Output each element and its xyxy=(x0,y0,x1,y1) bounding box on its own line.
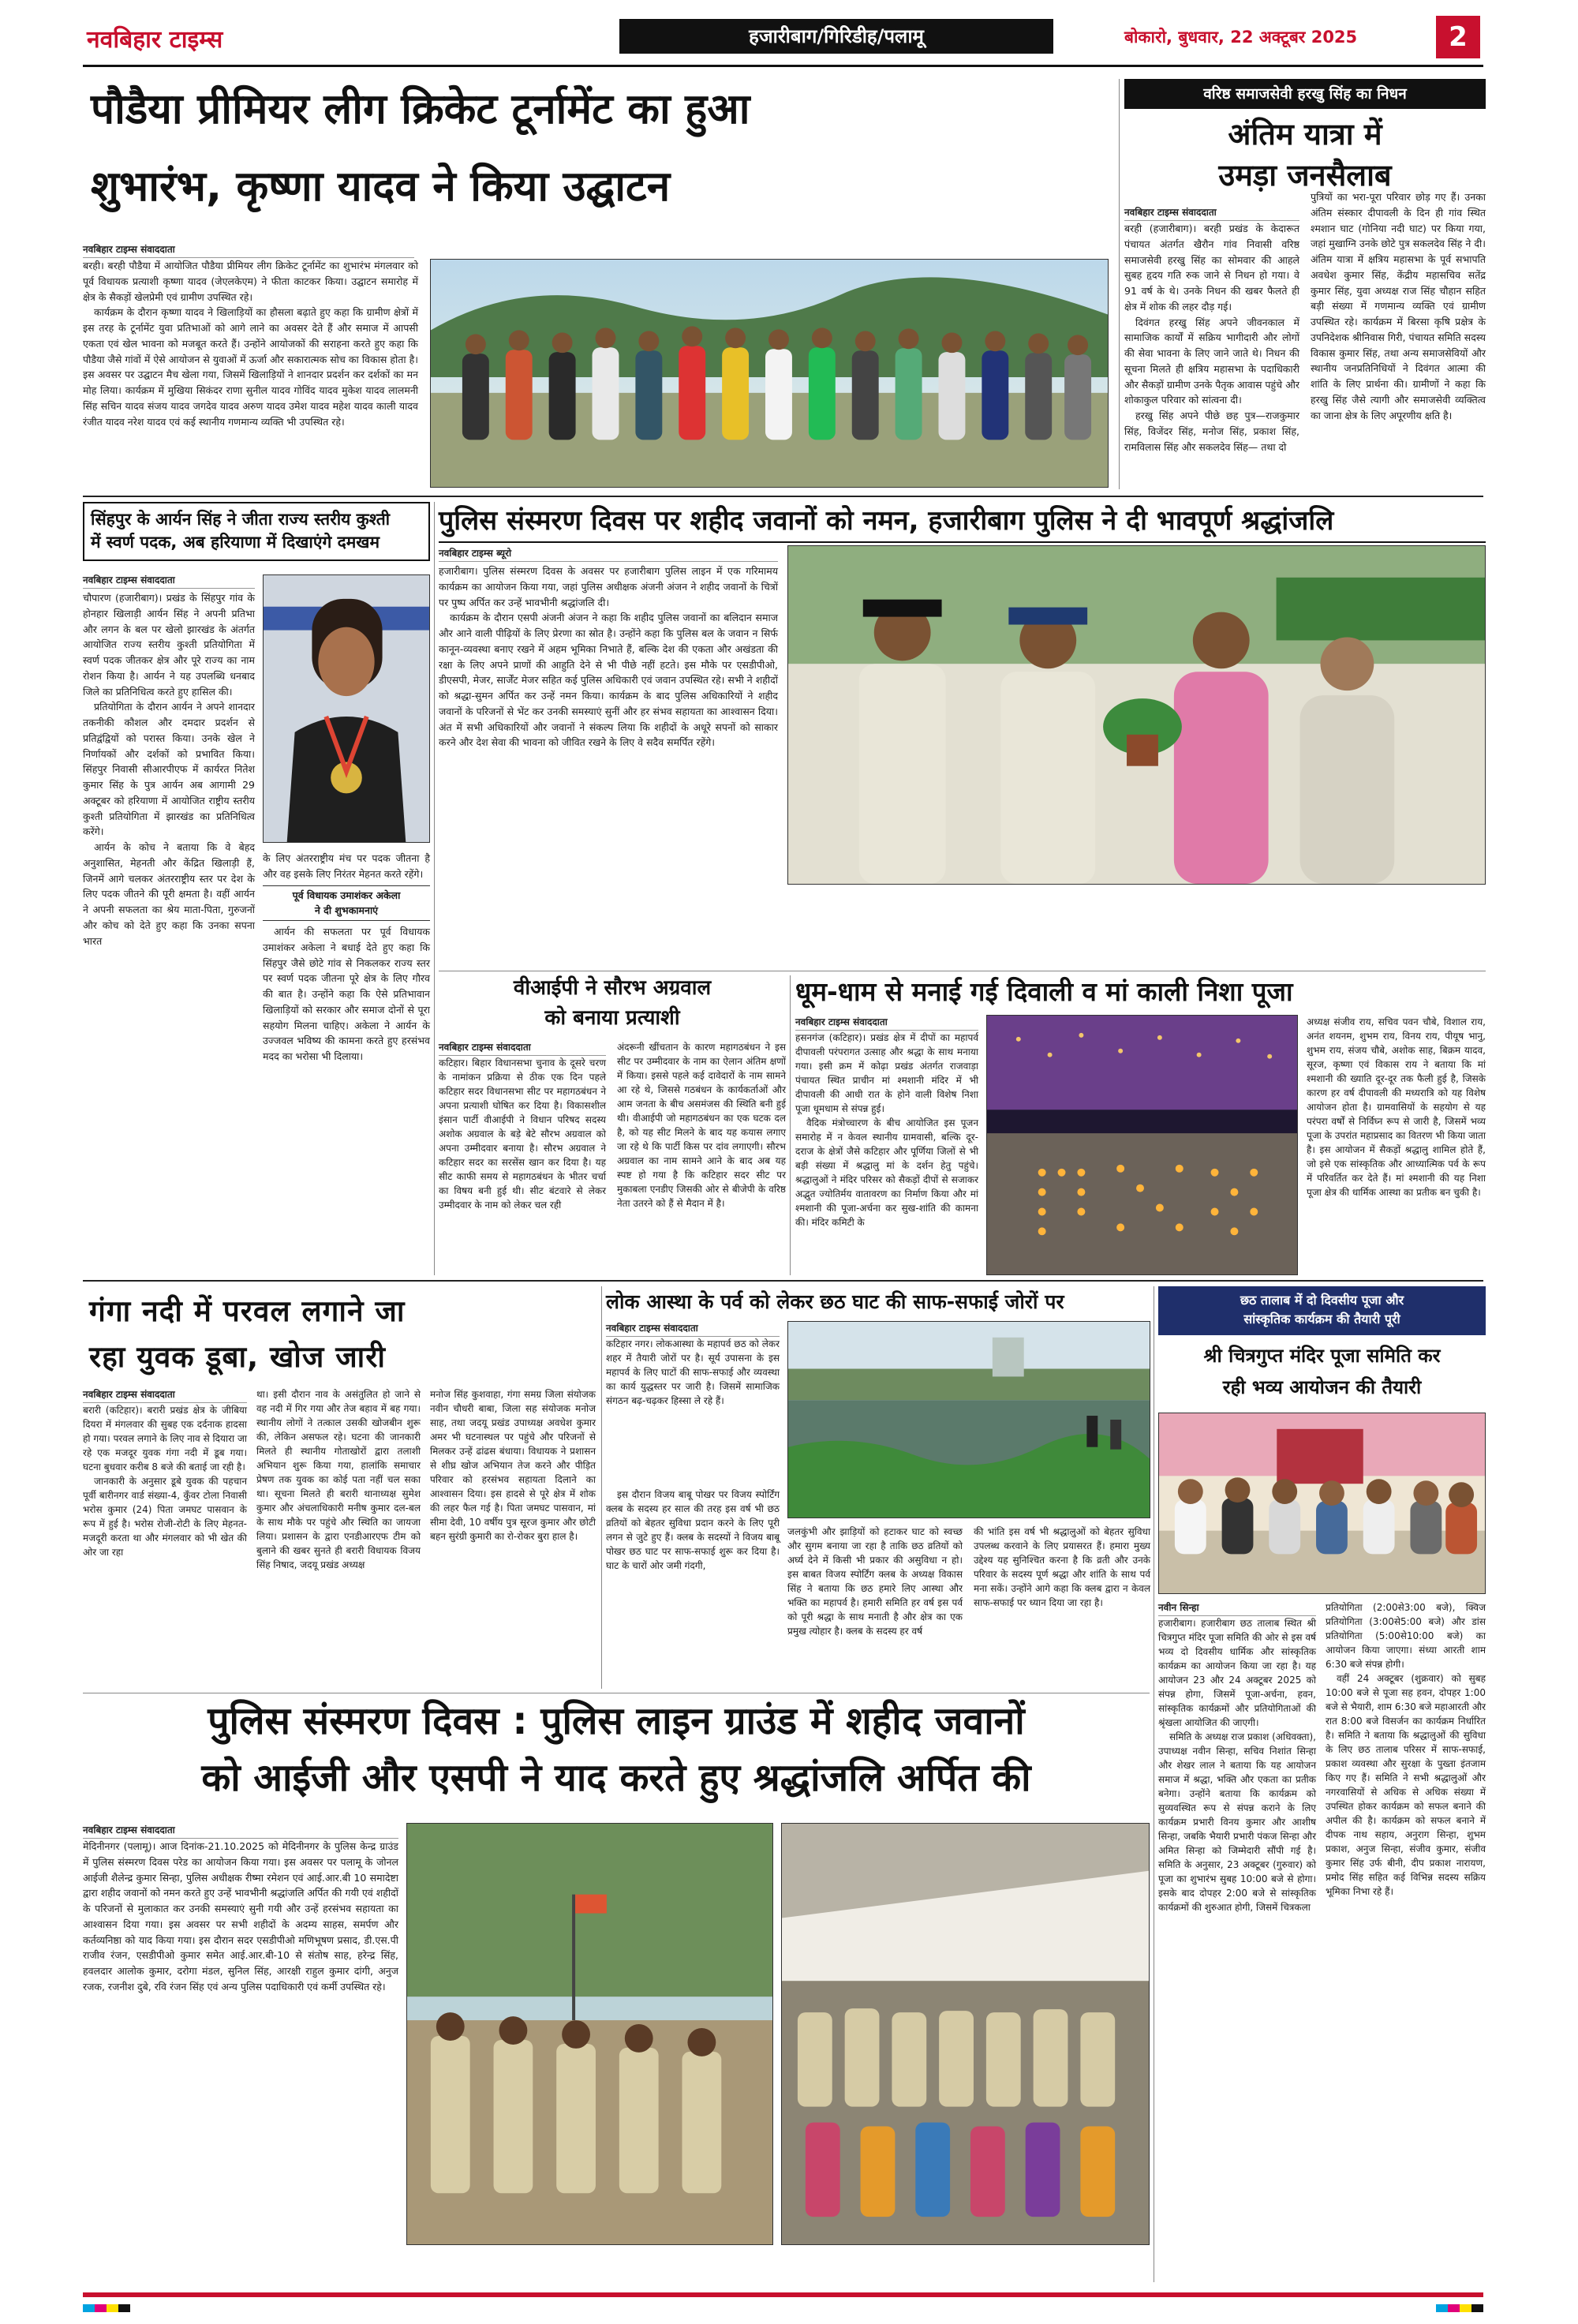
vip-headline-2: को बनाया प्रत्याशी xyxy=(544,1006,680,1030)
cricket-group-photo xyxy=(430,259,1109,488)
column-rule xyxy=(790,975,791,1275)
chitragupt-story xyxy=(1158,1286,1486,2285)
color-registration-mark-right xyxy=(1436,2304,1483,2312)
ganga-para-4: मनोज सिंह कुशवाहा, गंगा समग्र जिला संयोजक नवीन चौधरी बाबा, जिला सह संयोजक मनोज साह, तथा जदयू प्रखंड उपाध्यक्ष अवधेश कुमार अमर भी घटनास्थल पर पहुंचे और परिजनों से मिलकर उन्हें ढांढस बंधाया। विधायक ने प्रशासन से शीघ्र खोज अभियान तेज करने और पीड़ित परिवार को हरसंभव सहायता दिलाने का आश्वासन दिया। इस हादसे से पूरे क्षेत्र में शोक की लहर फैल गई है। पिता जमघट पासवान, मां सीमा देवी, 10 वर्षीय पुत्र सूरज कुमार और छोटी बहन सुरंग्री कुमारी का रो-रोकर बुरा हाल है। xyxy=(430,1389,596,1542)
cricket-para-1: बरही। बरही पौडैया में आयोजित पौडैया प्रीमियर लीग क्रिकेट टूर्नामेंट का शुभारंभ मंगलवार को पूर्व विधायक प्रत्याशी कृष्णा यादव (जेएलकेएम) ने फीता काटकर किया। उद्घाटन समारोह में क्षेत्र के सैकड़ों खेलप्रेमी एवं ग्रामीण उपस्थित रहे। xyxy=(83,260,418,303)
obituary-col-2 xyxy=(1311,189,1486,423)
chhath-ghat-para-4: की भांति इस वर्ष भी श्रद्धालुओं को बेहतर सुविधा उपलब्ध करवाने के लिए प्रयासरत हैं। हमारा मुख्य उद्देश्य यह सुनिश्चित करना है कि व्रती और उनके परिवार के सदस्य पूर्ण श्रद्धा और शांति के साथ पर्व मना सकें। उन्होंने आगे कहा कि क्लब द्वारा न केवल साफ-सफाई पर ध्यान दिया जा रहा है। xyxy=(974,1526,1150,1608)
obituary-para-3: हरखु सिंह अपने पीछे छह पुत्र—राजकुमार सिंह, विजेंदर सिंह, मनोज सिंह, प्रकाश सिंह, रामविलास सिंह और सकलदेव सिंह— तथा दो xyxy=(1124,410,1299,453)
diwali-byline: नवबिहार टाइम्स संवाददाता xyxy=(795,1015,978,1031)
registration-cyan xyxy=(1436,2304,1448,2312)
wrestler-subhead-1: पूर्व विधायक उमाशंकर अकेला xyxy=(292,889,401,901)
page-number: 2 xyxy=(1436,16,1480,58)
masthead xyxy=(0,0,1578,71)
chitragupt-tag xyxy=(1158,1286,1486,1335)
wrestler-para-2: प्रतियोगिता के दौरान आर्यन ने अपने शानदार तकनीकी कौशल और दमदार प्रदर्शन से प्रतिद्वंद्वियों को परास्त किया। उनके खेल ने निर्णायकों और दर्शकों को प्रभावित किया। सिंहपुर निवासी सीआरपीएफ में कार्यरत नितेश कुमार सिंह के पुत्र आर्यन अब आगामी 29 अक्टूबर को हरियाणा में आयोजित राष्ट्रीय स्तरीय कुश्ती प्रतियोगिता में झारखंड का प्रतिनिधित्व करेंगे। xyxy=(83,701,255,838)
wrestler-headline-2: में स्वर्ण पदक, अब हरियाणा में दिखाएंगे दमखम xyxy=(91,533,380,552)
ganga-col-3 xyxy=(430,1387,596,1544)
chhath-ghat-para-3: जलकुंभी और झाड़ियों को हटाकर घाट को स्वच्छ और सुगम बनाया जा रहा है ताकि छठ व्रतियों को अर्घ्य देने में किसी भी प्रकार की असुविधा न हो। इस बाबत विजय स्पोर्टिंग क्लब के अध्यक्ष विकास सिंह ने बताया कि छठ हमारे लिए आस्था और भक्ति का महापर्व है। हमारी समिति हर वर्ष इस पर्व को पूरी श्रद्धा के साथ मनाती है और क्षेत्र का एक प्रमुख त्योहार है। क्लब के सदस्य हर वर्ष xyxy=(787,1526,963,1637)
wrestler-para-3: आर्यन के कोच ने बताया कि वे बेहद अनुशासित, मेहनती और केंद्रित खिलाड़ी हैं, जिनमें आगे चलकर अंतरराष्ट्रीय स्तर पर देश के लिए पदक जीतने की पूरी क्षमता है। वहीं आर्यन ने अपनी सफलता का श्रेय माता-पिता, गुरुजनों और कोच को देते हुए कहा कि उनका सपना भारत xyxy=(83,841,255,947)
vip-col-1 xyxy=(439,1056,606,1212)
chitragupt-headline-2: रही भव्य आयोजन की तैयारी xyxy=(1222,1376,1422,1398)
cricket-body xyxy=(83,258,418,429)
obituary-headline-1: अंतिम यात्रा में xyxy=(1228,117,1382,152)
section-rule xyxy=(83,1280,1483,1282)
obituary-byline: नवबिहार टाइम्स संवाददाता xyxy=(1124,205,1299,221)
vip-col-2 xyxy=(617,1040,786,1211)
ganga-para-2: जानकारी के अनुसार डूबे युवक की पहचान पूर्वी बारीनगर वार्ड संख्या-4, कुँवर टोला निवासी भरोस कुमार (24) पिता जमघट पासवान के रूप में हुई है। भरोस रोजी-रोटी के लिए मेहनत-मजदूरी करता था और मंगलवार को भी खेत की ओर जा रहा xyxy=(83,1476,247,1558)
police-hazaribagh-byline: नवबिहार टाइम्स ब्यूरो xyxy=(439,546,778,562)
chitragupt-byline: नवीन सिन्हा xyxy=(1158,1600,1316,1616)
footer-rule xyxy=(83,2292,1483,2297)
masthead-rule xyxy=(83,65,1483,67)
chhath-ghat-col-4 xyxy=(974,1525,1150,1610)
wrestler-col-2 xyxy=(263,851,430,1065)
chitragupt-col-1 xyxy=(1158,1616,1316,1914)
ganga-col-1 xyxy=(83,1403,247,1559)
edition-banner: हजारीबाग/गिरिडीह/पलामू xyxy=(619,19,1053,54)
ganga-story xyxy=(83,1286,596,1689)
obituary-para-2: दिवंगत हरखु सिंह अपने जीवनकाल में सामाजिक कार्यों में सक्रिय भागीदारी और लोगों की सेवा भावना के लिए जाने जाते थे। निधन की सूचना मिलते ही क्षत्रिय महासभा के पदाधिकारी और सैकड़ों ग्रामीण उनके पैतृक आवास पहुंचे और शोकाकुल परिवार को सांत्वना दी। xyxy=(1124,316,1299,406)
obituary-para-4: पुत्रियों का भरा-पूरा परिवार छोड़ गए हैं। उनका अंतिम संस्कार दीपावली के दिन ही गांव स्थित श्मशान घाट (गोनिया नदी घाट) पर किया गया, जहां मुखाग्नि उनके छोटे पुत्र सकलदेव सिंह ने दी। अंतिम यात्रा में क्षत्रिय महासभा के पूर्व सभापति अवधेश कुमार सिंह, केंद्रीय महासचिव सतेंद्र कुमार सिंह, युवा अध्यक्ष राज सिंह चौहान सहित बड़ी संख्या में गणमान्य व्यक्ति एवं ग्रामीण उपस्थित रहे। कार्यक्रम में बिरसा कृषि प्रक्षेत्र के उपनिदेशक श्रीनिवास गिरी, पंचायत समिति सदस्य विकास कुमार सिंह, तथा अन्य समाजसेवियों और स्थानीय जनप्रतिनिधियों ने दिवंगत आत्मा की शांति के लिए प्रार्थना की। ग्रामीणों ने कहा कि हरखु सिंह जैसे त्यागी और समाजसेवी व्यक्तित्व का जाना क्षेत्र के लिए अपूरणीय क्षति है। xyxy=(1311,191,1486,421)
ganga-headline-1: गंगा नदी में परवल लगाने जा xyxy=(89,1294,406,1328)
police-palamu-byline: नवबिहार टाइम्स संवाददाता xyxy=(83,1823,398,1839)
diwali-col-1 xyxy=(795,1031,978,1229)
section-rule xyxy=(83,496,1483,497)
registration-magenta xyxy=(95,2304,107,2312)
police-palamu-para-1: मेदिनीनगर (पलामू)। आज दिनांक-21.10.2025 को मेदिनीनगर के पुलिस केन्द्र ग्राउंड में पुलिस संस्मरण दिवस परेड का आयोजन किया गया। इस अवसर पर पलामू के जोनल आईजी शैलेन्द्र कुमार सिन्हा, पुलिस अधीक्षक रीष्मा रमेशन एवं आई.आर.बी 10 समादेष्टा द्वारा शहीद जवानों को नमन करते हुए उन्हें भावभीनी श्रद्धांजलि अर्पित की गयी एवं शहीदों के परिजनों से मुलाकात कर उनकी समस्याएं सुनी गयी और उन्हें हरसंभव सहायता का आश्वासन दिया गया। इस अवसर पर सभी शहीदों के अदम्य साहस, समर्पण और कर्तव्यनिष्ठा को याद किया गया। इस दौरान सदर एसडीपीओ मणिभूषण प्रसाद, डी.एस.पी राजीव रंजन, एसडीपीओ कुमार समेत आई.आर.बी-10 से संतोष साह, हरेन्द्र सिंह, हवलदार आलोक कुमार, दरोगा मंडल, सुनिल सिंह, आरक्षी राहुल कुमार दांगी, अनुज रजक, रजनीश दुबे, रवि रंजन सिंह एवं अन्य पुलिस पदाधिकारी एवं कर्मी उपस्थित रहे। xyxy=(83,1840,398,1993)
wrestler-col-1 xyxy=(83,590,255,949)
police-parade-photo xyxy=(406,1823,773,2245)
obituary-para-1: बरही (हजारीबाग)। बरही प्रखंड के केदारूत पंचायत अंतर्गत खैरौन गांव निवासी वरिष्ठ समाजसेवी हरखु सिंह का सोमवार की आहले सुबह हृदय गति रुक जाने से निधन हो गया। वे 91 वर्ष के थे। उनके निधन की खबर फैलते ही क्षेत्र में शोक की लहर दौड़ गई। xyxy=(1124,223,1299,312)
chitragupt-tag-2: सांस्कृतिक कार्यक्रम की तैयारी पूरी xyxy=(1243,1312,1400,1327)
wrestler-subhead-2: ने दी शुभकामनाएं xyxy=(314,904,379,917)
obituary-story xyxy=(1124,79,1486,489)
chhath-ghat-col-2 xyxy=(606,1488,780,1573)
diwali-col-2 xyxy=(1307,1015,1486,1199)
chhath-ghat-para-1: कटिहार नगर। लोकआस्था के महापर्व छठ को लेकर शहर में तैयारी जोरों पर है। सूर्य उपासना के इस महापर्व के लिए घाटों की साफ-सफाई और व्यवस्था का कार्य युद्धस्तर पर जारी है। जिसमें सामाजिक संगठन बढ़-चढ़कर हिस्सा ले रहे हैं। xyxy=(606,1338,780,1406)
cricket-headline-2: शुभारंभ, कृष्णा यादव ने किया उद्घाटन xyxy=(91,163,671,211)
vip-para-2: अंदरूनी खींचतान के कारण महागठबंधन ने इस सीट पर उम्मीदवार के नाम का ऐलान अंतिम क्षणों में किया। इससे पहले कई दावेदारों के नाम सामने आ रहे थे, जिससे गठबंधन के कार्यकर्ताओं और आम जनता के बीच असमंजस की स्थिति बनी हुई थी। वीआईपी जो महागठबंधन का एक घटक दल है, को यह सीट मिलने के बाद यह कयास लगाए जा रहे थे कि पार्टी किस पर दांव लगाएगी। सौरभ अग्रवाल का नाम सामने आने के बाद अब यह स्पष्ट हो गया है कि कटिहार सदर सीट पर मुकाबला एनडीए जिसकी ओर से बीजेपी के वरिष्ठ नेता उतरने को हैं से मैदान में है। xyxy=(617,1042,786,1209)
chitragupt-para-2: समिति के अध्यक्ष राज प्रकाश (अधिवक्ता), उपाध्यक्ष नवीन सिन्हा, सचिव निशांत सिन्हा और शेखर लाल ने बताया कि यह आयोजन समाज में श्रद्धा, भक्ति और एकता का प्रतीक बनेगा। उन्होंने बताया कि कार्यक्रम को सुव्यवस्थित रूप से संपन्न कराने के लिए कार्यक्रम प्रभारी विनय कुमार और आशीष सिन्हा, जबकि भैयारी प्रभारी पंकज सिन्हा और अमित सिन्हा को जिम्मेदारी सौंपी गई है। समिति के अनुसार, 23 अक्टूबर (गुरुवार) को पूजा का शुभारंभ सुबह 10:00 बजे से होगा। इसके बाद दोपहर 2:00 बजे से सांस्कृतिक कार्यक्रमों की शुरुआत होगी, जिसमें चित्रकला xyxy=(1158,1731,1316,1913)
diwali-headline: धूम-धाम से मनाई गई दिवाली व मां काली निशा पूजा xyxy=(795,976,1293,1007)
chitragupt-para-3: प्रतियोगिता (2:00से3:00 बजे), क्विज प्रतियोगिता (3:00से5:00 बजे) और डांस प्रतियोगिता (5:00से10:00 बजे) का आयोजन किया जाएगा। संध्या आरती शाम 6:30 बजे संपन्न होगी। xyxy=(1326,1602,1486,1670)
obituary-headline-2: उमड़ा जनसैलाब xyxy=(1218,158,1392,193)
ganga-headline-2: रहा युवक डूबा, खोज जारी xyxy=(89,1340,386,1374)
wrestler-para-1: चौपारण (हजारीबाग)। प्रखंड के सिंहपुर गांव के होनहार खिलाड़ी आर्यन सिंह ने अपनी प्रतिभा और लगन के बल पर खेलो झारखंड के अंतर्गत आयोजित राज्य स्तरीय कुश्ती प्रतियोगिता में स्वर्ण पदक जीतकर क्षेत्र और पूरे राज्य का नाम रोशन किया है। आर्यन ने यह उपलब्धि धनबाद जिले का प्रतिनिधित्व करते हुए हासिल की। xyxy=(83,592,255,698)
diwali-diyas-photo xyxy=(986,1015,1298,1275)
chitragupt-para-1: हजारीबाग। हजारीबाग छठ तालाब स्थित श्री चित्रगुप्त मंदिर पूजा समिति की ओर से इस वर्ष भव्य दो दिवसीय धार्मिक और सांस्कृतिक कार्यक्रम का आयोजन किया जा रहा है। यह आयोजन 23 और 24 अक्टूबर 2025 को संपन्न होगा, जिसमें पूजा-अर्चना, हवन, सांस्कृतिक कार्यक्रमों और प्रतियोगिताओं की श्रृंखला आयोजित की जाएगी। xyxy=(1158,1618,1316,1728)
registration-black xyxy=(1471,2304,1483,2312)
registration-yellow xyxy=(107,2304,118,2312)
ganga-col-2 xyxy=(256,1387,421,1572)
color-registration-mark xyxy=(83,2304,130,2312)
chitragupt-meeting-photo xyxy=(1158,1413,1486,1594)
cricket-headline-1: पौडैया प्रीमियर लीग क्रिकेट टूर्नामेंट का हुआ xyxy=(91,85,750,133)
chhath-ghat-para-2: इस दौरान विजय बाबू पोखर पर विजय स्पोर्टिंग क्लब के सदस्य हर साल की तरह इस वर्ष भी छठ व्रतियों को बेहतर सुविधा प्रदान करने के लिए पूरी लगन से जुटे हुए हैं। क्लब के सदस्यों ने विजय बाबू पोखर छठ घाट पर साफ-सफाई शुरू कर दिया है। घाट के चारों ओर जमी गंदगी, xyxy=(606,1489,780,1571)
wrestler-byline: नवबिहार टाइम्स संवाददाता xyxy=(83,573,255,589)
chhath-ghat-col-3 xyxy=(787,1525,963,1638)
chhath-ghat-col-1 xyxy=(606,1337,780,1408)
police-palamu-headline-1: पुलिस संस्मरण दिवस : पुलिस लाइन ग्राउंड में शहीद जवानों xyxy=(208,1699,1025,1743)
column-rule xyxy=(601,1286,602,1689)
chitragupt-tag-1: छठ तालाब में दो दिवसीय पूजा और xyxy=(1240,1293,1404,1308)
police-hazaribagh-body xyxy=(439,563,778,750)
column-rule xyxy=(1119,79,1120,489)
dateline: बोकारो, बुधवार, 22 अक्टूबर 2025 xyxy=(1124,28,1358,47)
wrestler-para-4: के लिए अंतरराष्ट्रीय मंच पर पदक जीतना है और वह इसके लिए निरंतर मेहनत करते रहेंगे। xyxy=(263,852,430,880)
cricket-story xyxy=(83,75,1112,489)
chhath-ghat-byline: नवबिहार टाइम्स संवाददाता xyxy=(606,1321,780,1337)
chhath-ghat-photo xyxy=(787,1321,1150,1518)
police-hazaribagh-para-2: कार्यक्रम के दौरान एसपी अंजनी अंजन ने कहा कि शहीद पुलिस जवानों का बलिदान समाज और आने वाली पीढ़ियों के लिए प्रेरणा का स्रोत है। उन्होंने कहा कि पुलिस बल के जवान न सिर्फ कानून-व्यवस्था बनाए रखने में अहम भूमिका निभाते हैं, बल्कि देश की एकता और अखंडता की रक्षा के लिए अपने प्राणों की आहुति देने से भी पीछे नहीं हटते। इस मौके पर एसडीपीओ, डीएसपी, मेजर, सार्जेंट मेजर सहित कई पुलिस अधिकारी एवं जवान उपस्थित रहे। सभी ने शहीदों को श्रद्धा-सुमन अर्पित कर उन्हें नमन किया। कार्यक्रम के बाद पुलिस अधिकारियों ने शहीद जवानों के परिजनों से भेंट कर उनकी समस्याएं सुनीं और हर संभव सहायता का आश्वासन दिया। अंत में सभी अधिकारियों और जवानों ने संकल्प लिया कि शहीदों के अधूरे सपनों को साकार करने और देश सेवा की भावना को जीवित रखने के लिए वे सदैव समर्पित रहेंगे। xyxy=(439,612,778,749)
wrestler-photo xyxy=(263,574,430,843)
registration-black xyxy=(118,2304,130,2312)
police-gathering-photo xyxy=(781,1823,1150,2245)
wrestler-subhead xyxy=(263,885,430,922)
registration-cyan xyxy=(83,2304,95,2312)
chitragupt-headline-1: श्री चित्रगुप्त मंदिर पूजा समिति कर xyxy=(1203,1345,1441,1367)
diwali-para-1: हसनगंज (कटिहार)। प्रखंड क्षेत्र में दीपों का महापर्व दीपावली परंपरागत उत्साह और श्रद्धा के साथ मनाया गया। इसी क्रम में कोढ़ा प्रखंड अंतर्गत राजवाड़ा पंचायत स्थित प्राचीन मां श्मशानी मंदिर में भी दीपावली की आधी रात के होने वाली विशेष निशा पूजा धूमधाम से संपन्न हुई। xyxy=(795,1032,978,1114)
column-rule xyxy=(434,502,435,1275)
chhath-ghat-story xyxy=(606,1286,1150,1689)
diwali-para-2: वैदिक मंत्रोच्चारण के बीच आयोजित इस पूजन समारोह में न केवल स्थानीय ग्रामवासी, बल्कि दूर-दराज के क्षेत्रों जैसे कटिहार और पूर्णिया जिलों से भी बड़ी संख्या में श्रद्धालु मां के दर्शन हेतु पहुंचे। श्रद्धालुओं ने मंदिर परिसर को सैकड़ों दीपों से सजाकर अद्भुत ज्योतिर्मय वातावरण का निर्माण किया और मां श्मशानी की पूजा-अर्चना कर सुख-शांति की कामना की। मंदिर कमिटी के xyxy=(795,1117,978,1228)
diwali-para-3: अध्यक्ष संजीव राय, सचिव पवन चौबे, विशाल राय, अनंत शयनम, शुभम राय, विनय राय, पीयूष भानु, शुभम राय, संजय चौबे, अशोक साह, बिक्रम यादव, सूरज, कृष्णा एवं विकास राय ने बताया कि मां श्मशानी की ख्याति दूर-दूर तक फैली हुई है, जिसके कारण हर वर्ष दीपावली की मध्यरात्रि को यह विशेष आयोजन होता है। ग्रामवासियों के सहयोग से यह परंपरा वर्षों से निर्विघ्न रूप से जारी है, जिसमें भव्य पूजा के उपरांत महाप्रसाद का वितरण भी किया जाता है। इस आयोजन में सैकड़ों श्रद्धालु शामिल होते हैं, जो इसे एक सांस्कृतिक और आध्यात्मिक पर्व के रूप में परिवर्तित कर देते हैं। मां श्मशानी की यह निशा पूजा क्षेत्र की धार्मिक आस्था का प्रतीक बन चुकी है। xyxy=(1307,1016,1486,1198)
registration-magenta xyxy=(1448,2304,1460,2312)
police-hazaribagh-story xyxy=(439,502,1486,967)
ganga-para-1: बरारी (कटिहार)। बरारी प्रखंड क्षेत्र के जीबिया दियरा में मंगलवार की सुबह एक दर्दनाक हादसा हो गया। परवल लगाने के लिए नाव से दियारा जा रहे एक मजदूर युवक गंगा नदी में डूब गया। घटना बुधवार करीब 8 बजे की बताई जा रही है। xyxy=(83,1405,247,1473)
chitragupt-para-4: वहीं 24 अक्टूबर (शुक्रवार) को सुबह 10:00 बजे से पूजा सह हवन, दोपहर 1:00 बजे से भैयारी, शाम 6:30 बजे महाआरती और रात 8:00 बजे विसर्जन का कार्यक्रम निर्धारित है। समिति ने बताया कि श्रद्धालुओं की सुविधा के लिए छठ तालाब परिसर में साफ-सफाई, प्रकाश व्यवस्था और सुरक्षा के पुख्ता इंतजाम किए गए हैं। समिति ने सभी श्रद्धालुओं और नगरवासियों से अधिक से अधिक संख्या में उपस्थित होकर कार्यक्रम को सफल बनाने की अपील की है। कार्यक्रम को सफल बनाने में दीपक नाथ सहाय, अनुराग सिन्हा, शुभम प्रकाश, अनुज सिन्हा, संजीव कुमार, संजीव कुमार सिंह उर्फ बीनी, दीप प्रकाश नारायण, प्रमोद सिंह सहित कई विभिन्न सदस्य सक्रिय भूमिका निभा रहे हैं। xyxy=(1326,1673,1486,1897)
obituary-col-1 xyxy=(1124,221,1299,455)
chitragupt-col-2 xyxy=(1326,1600,1486,1899)
vip-para-1: कटिहार। बिहार विधानसभा चुनाव के दूसरे चरण के नामांकन प्रक्रिया से ठीक एक दिन पहले कटिहार सदर विधानसभा सीट पर महागठबंधन ने अपना प्रत्याशी घोषित कर दिया है। विकासशील इंसान पार्टी वीआईपी ने विधान परिषद सदस्य अशोक अग्रवाल के बड़े बेटे सौरभ अग्रवाल को अपना उम्मीदवार बनाया है। सौरभ अग्रवाल ने कटिहार सदर का सरसेंस खान कर दिया है। यह सीट काफी समय से महागठबंधन के भीतर चर्चा का विषय बनी हुई थी। सीट बंटवारे से लेकर उम्मीदवार के नाम को लेकर चल रही xyxy=(439,1057,606,1211)
vip-candidate-story xyxy=(439,975,786,1275)
obituary-tag: वरिष्ठ समाजसेवी हरखु सिंह का निधन xyxy=(1124,79,1486,109)
wrestler-headline-1: सिंहपुर के आर्यन सिंह ने जीता राज्य स्तरीय कुश्ती xyxy=(91,510,391,529)
police-palamu-headline-2: को आईजी और एसपी ने याद करते हुए श्रद्धांजलि अर्पित की xyxy=(201,1756,1031,1800)
police-hazaribagh-headline: पुलिस संस्मरण दिवस पर शहीद जवानों को नमन, हजारीबाग पुलिस ने दी भावपूर्ण श्रद्धांजलि xyxy=(439,503,1486,543)
wrestler-story xyxy=(83,502,430,1275)
cricket-para-2: कार्यक्रम के दौरान कृष्णा यादव ने खिलाड़ियों का हौसला बढ़ाते हुए कहा कि ग्रामीण क्षेत्रों में इस तरह के टूर्नामेंट युवा प्रतिभाओं को आगे लाने का अवसर देते हैं और समाज में आपसी एकता एवं खेल भावना को मजबूत करते हैं। उन्होंने आयोजकों की सराहना करते हुए कहा कि पौडैया जैसे गांवों में ऐसे आयोजन से युवाओं में ऊर्जा और सकारात्मक सोच का विकास होता है। इस अवसर पर उद्घाटन मैच खेला गया, जिसमें खिलाड़ियों ने शानदार प्रदर्शन कर दर्शकों का मन मोह लिया। कार्यक्रम में मुखिया सिकंदर राणा सुनील यादव गोविंद यादव मुकेश यादव लालमनी सिंह सचिन यादव संजय यादव जगदेव यादव अरुण यादव उमेश यादव महेश यादव काली यादव रंजीत यादव नरेश यादव एवं कई स्थानीय गणमान्य व्यक्ति भी उपस्थित रहे। xyxy=(83,306,418,428)
police-palamu-body xyxy=(83,1839,398,1995)
wrestler-headline xyxy=(83,502,430,561)
police-tribute-photo xyxy=(787,545,1486,885)
diwali-story xyxy=(795,975,1486,1275)
ganga-byline: नवबिहार टाइम्स संवाददाता xyxy=(83,1387,247,1403)
police-hazaribagh-para-1: हजारीबाग। पुलिस संस्मरण दिवस के अवसर पर हजारीबाग पुलिस लाइन में एक गरिमामय कार्यक्रम का आयोजन किया गया, जहां पुलिस अधीक्षक अंजनी अंजन ने शहीद जवानों के चित्रों पर पुष्प अर्पित कर उन्हें भावभीनी श्रद्धांजलि दी। xyxy=(439,565,778,608)
wrestler-para-5: आर्यन की सफलता पर पूर्व विधायक उमाशंकर अकेला ने बधाई देते हुए कहा कि सिंहपुर जैसे छोटे गांव से निकलकर राज्य स्तर पर स्वर्ण पदक जीतना पूरे क्षेत्र के लिए गौरव की बात है। उन्होंने कहा कि ऐसे प्रतिभावान खिलाड़ियों को सरकार और समाज दोनों से पूरा सहयोग मिलना चाहिए। अकेला ने आर्यन के उज्जवल भविष्य की कामना करते हुए हरसंभव मदद का भरोसा भी दिलाया। xyxy=(263,926,430,1062)
vip-headline-1: वीआईपी ने सौरभ अग्रवाल xyxy=(513,976,712,1000)
registration-yellow xyxy=(1460,2304,1471,2312)
police-palamu-story xyxy=(83,1697,1150,2282)
vip-byline: नवबिहार टाइम्स संवाददाता xyxy=(439,1040,606,1056)
cricket-byline: नवबिहार टाइम्स संवाददाता xyxy=(83,242,414,258)
ganga-para-3: था। इसी दौरान नाव के असंतुलित हो जाने से वह नदी में गिर गया और तेज बहाव में बह गया। स्थानीय लोगों ने तत्काल उसकी खोजबीन शुरू की, लेकिन असफल रहे। घटना की जानकारी मिलते ही स्थानीय गोताखोरों द्वारा तलाशी अभियान शुरू किया गया, हालांकि समाचार प्रेषण तक युवक का कोई पता नहीं चल सका था। सूचना मिलते ही बरारी थानाध्यक्ष सुमेश कुमार और अंचलाधिकारी मनीष कुमार दल-बल के साथ मौके पर पहुंचे और स्थिति का जायजा लिया। प्रशासन के द्वारा एनडीआरएफ टीम को बुलाने की खबर सुनते ही बरारी विधायक विजय सिंह निषाद, जदयू प्रखंड अध्यक्ष xyxy=(256,1389,421,1570)
chhath-ghat-headline: लोक आस्था के पर्व को लेकर छठ घाट की साफ-सफाई जोरों पर xyxy=(606,1290,1064,1313)
brand-name: नवबिहार टाइम्स xyxy=(87,26,223,54)
